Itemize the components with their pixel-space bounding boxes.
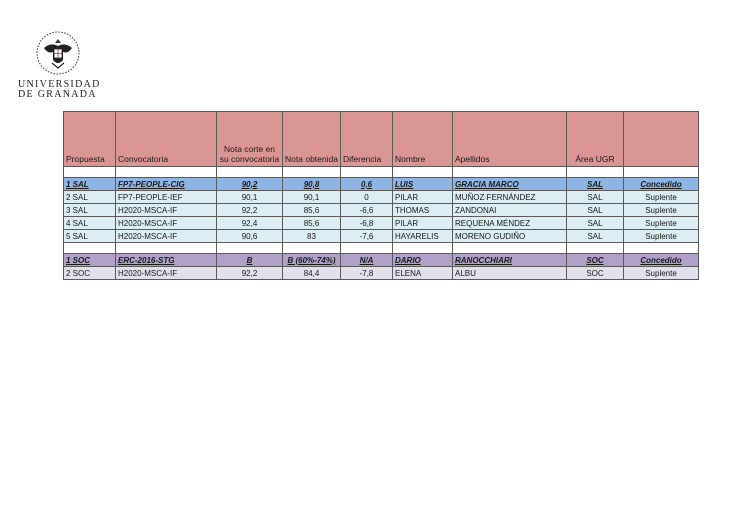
table-cell: Suplente xyxy=(624,267,699,280)
table-cell: H2020-MSCA-IF xyxy=(116,204,217,217)
table-cell: SOC xyxy=(567,267,624,280)
table-cell: 90,8 xyxy=(283,178,341,191)
table-cell: 0 xyxy=(341,191,393,204)
table-cell: 92,2 xyxy=(217,204,283,217)
col-header: Convocatoria xyxy=(116,112,217,167)
table-cell: Suplente xyxy=(624,191,699,204)
table-cell: -7,8 xyxy=(341,267,393,280)
table-cell: -7,6 xyxy=(341,230,393,243)
table-cell: SAL xyxy=(567,204,624,217)
table-cell: 92,2 xyxy=(217,267,283,280)
table-cell: Suplente xyxy=(624,204,699,217)
table-cell: PILAR xyxy=(393,217,453,230)
table-cell: H2020-MSCA-IF xyxy=(116,217,217,230)
table-cell: SAL xyxy=(567,230,624,243)
table-cell: MUÑOZ FERNÁNDEZ xyxy=(453,191,567,204)
spacer-row xyxy=(64,167,699,178)
col-header xyxy=(624,112,699,167)
table-cell: H2020-MSCA-IF xyxy=(116,267,217,280)
table-row xyxy=(64,267,699,280)
university-name xyxy=(18,79,101,100)
table-cell: -6,6 xyxy=(341,204,393,217)
table-cell: 83 xyxy=(283,230,341,243)
table-cell: PILAR xyxy=(393,191,453,204)
spacer-row xyxy=(64,243,699,254)
table-cell: ZANDONAI xyxy=(453,204,567,217)
table-cell: MORENO GUDIÑO xyxy=(453,230,567,243)
table-row xyxy=(64,230,699,243)
table-cell: SAL xyxy=(567,217,624,230)
table-cell: DARIO xyxy=(393,254,453,267)
header-row xyxy=(64,112,699,167)
table-cell: Suplente xyxy=(624,230,699,243)
table-cell: 90,6 xyxy=(217,230,283,243)
table-cell: -6,8 xyxy=(341,217,393,230)
table-cell: 1 SOC xyxy=(64,254,116,267)
soc-group xyxy=(64,254,699,280)
table-cell: 0,6 xyxy=(341,178,393,191)
col-header: Nota obtenida xyxy=(283,112,341,167)
table-cell: 90,1 xyxy=(217,191,283,204)
table-cell: 2 SOC xyxy=(64,267,116,280)
table-row xyxy=(64,191,699,204)
table-cell: THOMAS xyxy=(393,204,453,217)
table-cell: Suplente xyxy=(624,217,699,230)
results-table xyxy=(63,111,699,280)
logo-line-1: UNIVERSIDAD xyxy=(18,79,101,90)
col-header: Nota corte en su convocatoria xyxy=(217,112,283,167)
col-header: Área UGR xyxy=(567,112,624,167)
table-cell: 1 SAL xyxy=(64,178,116,191)
table-cell: 84,4 xyxy=(283,267,341,280)
table-cell: 3 SAL xyxy=(64,204,116,217)
university-logo xyxy=(18,30,101,100)
table-cell: 85,6 xyxy=(283,217,341,230)
table-cell: H2020-MSCA-IF xyxy=(116,230,217,243)
table-cell: GRACIA MARCO xyxy=(453,178,567,191)
col-header: Propuesta xyxy=(64,112,116,167)
table-cell: LUIS xyxy=(393,178,453,191)
table-cell: FP7-PEOPLE-IEF xyxy=(116,191,217,204)
table-cell: SAL xyxy=(567,178,624,191)
col-header: Nombre xyxy=(393,112,453,167)
table-cell: REQUENA MÉNDEZ xyxy=(453,217,567,230)
table-cell: 90,1 xyxy=(283,191,341,204)
logo-line-2: DE GRANADA xyxy=(18,89,97,100)
col-header: Apellidos xyxy=(453,112,567,167)
table-cell: ALBU xyxy=(453,267,567,280)
table-row xyxy=(64,254,699,267)
table-row xyxy=(64,178,699,191)
coat-of-arms-icon xyxy=(35,30,81,76)
table-cell: 90,2 xyxy=(217,178,283,191)
table-cell: 5 SAL xyxy=(64,230,116,243)
table-cell: 85,6 xyxy=(283,204,341,217)
table-cell: FP7-PEOPLE-CIG xyxy=(116,178,217,191)
table-cell: N/A xyxy=(341,254,393,267)
table-cell: Concedido xyxy=(624,254,699,267)
table-cell: B (60%-74%) xyxy=(283,254,341,267)
table-cell: 92,4 xyxy=(217,217,283,230)
table-cell: SAL xyxy=(567,191,624,204)
table-row xyxy=(64,217,699,230)
table-cell: RANOCCHIARI xyxy=(453,254,567,267)
table-row xyxy=(64,204,699,217)
sal-group xyxy=(64,178,699,243)
table-cell: Concedido xyxy=(624,178,699,191)
col-header: Diferencia xyxy=(341,112,393,167)
table-cell: ERC-2016-STG xyxy=(116,254,217,267)
table-cell: 2 SAL xyxy=(64,191,116,204)
table-cell: 4 SAL xyxy=(64,217,116,230)
table-cell: B xyxy=(217,254,283,267)
table-cell: HAYARELIS xyxy=(393,230,453,243)
table-cell: SOC xyxy=(567,254,624,267)
table-cell: ELENA xyxy=(393,267,453,280)
